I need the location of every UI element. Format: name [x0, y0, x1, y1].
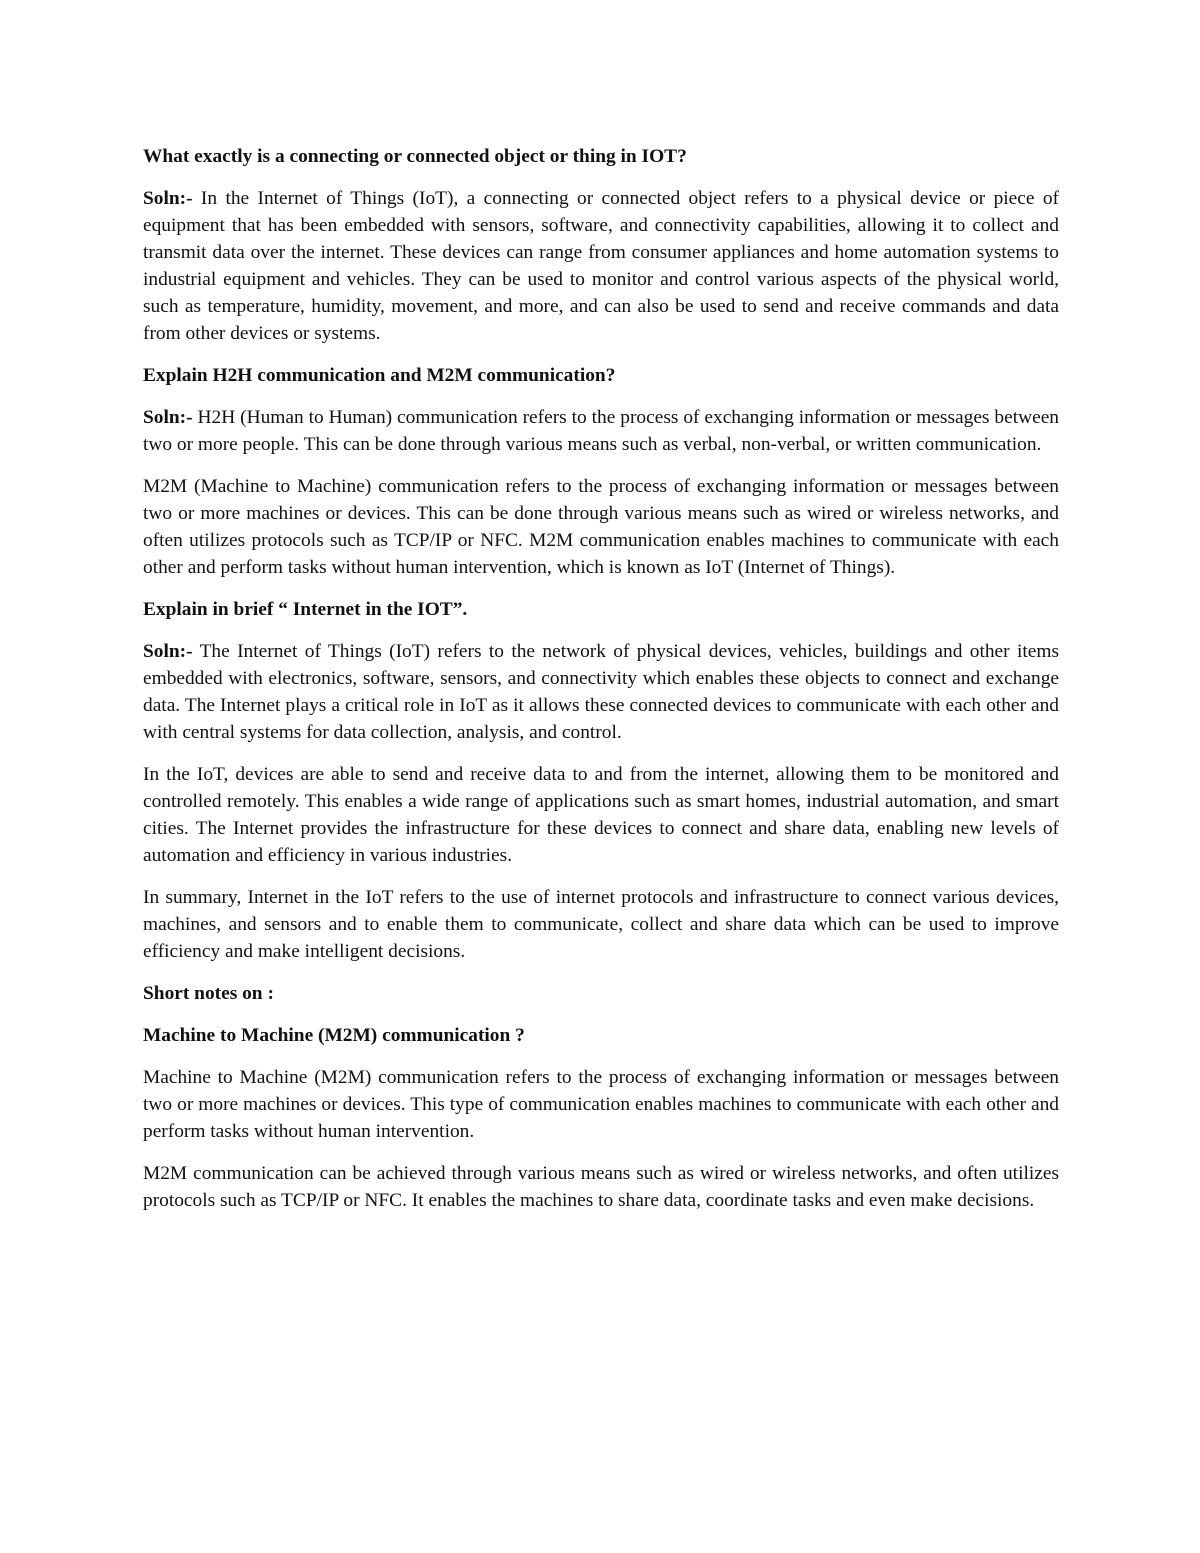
- soln-label: Soln:-: [143, 641, 193, 662]
- answer-text: The Internet of Things (IoT) refers to the network of physical devices, vehicles, buildings and other items embedded with electronics, software, sensors, and connectivity which enables these objects to connect and exchange data. The Internet plays a critical role in IoT as it allows these connected devices to communicate with each other and with central systems for data collection, analysis, and control.: [143, 641, 1059, 743]
- soln-label: Soln:-: [143, 188, 193, 209]
- question-3-answer-summary: In summary, Internet in the IoT refers to the use of internet protocols and infrastructure to connect various devices, machines, and sensors and to enable them to communicate, collect and share data which can be used to improve efficiency and make intelligent decisions.: [143, 887, 1059, 962]
- question-2-answer-m2m: M2M (Machine to Machine) communication refers to the process of exchanging information or messages between two or more machines or devices. This can be done through various means such as wired or wireless networks, and often utilizes protocols such as TCP/IP or NFC. M2M communication enables machines to communicate with each other and perform tasks without human intervention, which is known as IoT (Internet of Things).: [143, 476, 1059, 578]
- question-3-heading: Explain in brief “ Internet in the IOT”.: [143, 599, 468, 620]
- document-body: [143, 143, 1059, 1229]
- m2m-paragraph-1: Machine to Machine (M2M) communication refers to the process of exchanging information or messages between two or more machines or devices. This type of communication enables machines to communicate with each other and perform tasks without human intervention.: [143, 1067, 1059, 1142]
- m2m-paragraph-2: M2M communication can be achieved through various means such as wired or wireless networks, and often utilizes protocols such as TCP/IP or NFC. It enables the machines to share data, coordinate tasks and even make decisions.: [143, 1163, 1059, 1211]
- soln-label: Soln:-: [143, 407, 193, 428]
- question-3-answer-detail: In the IoT, devices are able to send and receive data to and from the internet, allowing them to be monitored and controlled remotely. This enables a wide range of applications such as smart homes, industrial automation, and smart cities. The Internet provides the infrastructure for these devices to connect and share data, enabling new levels of automation and efficiency in various industries.: [143, 764, 1059, 866]
- answer-text: H2H (Human to Human) communication refers to the process of exchanging information or messages between two or more people. This can be done through various means such as verbal, non-verbal, or written communication.: [143, 407, 1059, 455]
- question-2-heading: Explain H2H communication and M2M communication?: [143, 365, 616, 386]
- question-2-answer-h2h: [143, 404, 1059, 458]
- short-notes-heading: Short notes on :: [143, 983, 274, 1004]
- question-1-heading: What exactly is a connecting or connected object or thing in IOT?: [143, 146, 687, 167]
- question-1-answer: [143, 185, 1059, 347]
- question-3-answer-intro: [143, 638, 1059, 746]
- m2m-subheading: Machine to Machine (M2M) communication ?: [143, 1025, 525, 1046]
- answer-text: In the Internet of Things (IoT), a connecting or connected object refers to a physical device or piece of equipment that has been embedded with sensors, software, and connectivity capabilities, allowing it to collect and transmit data over the internet. These devices can range from consumer appliances and home automation systems to industrial equipment and vehicles. They can be used to monitor and control various aspects of the physical world, such as temperature, humidity, movement, and more, and can also be used to send and receive commands and data from other devices or systems.: [143, 188, 1059, 344]
